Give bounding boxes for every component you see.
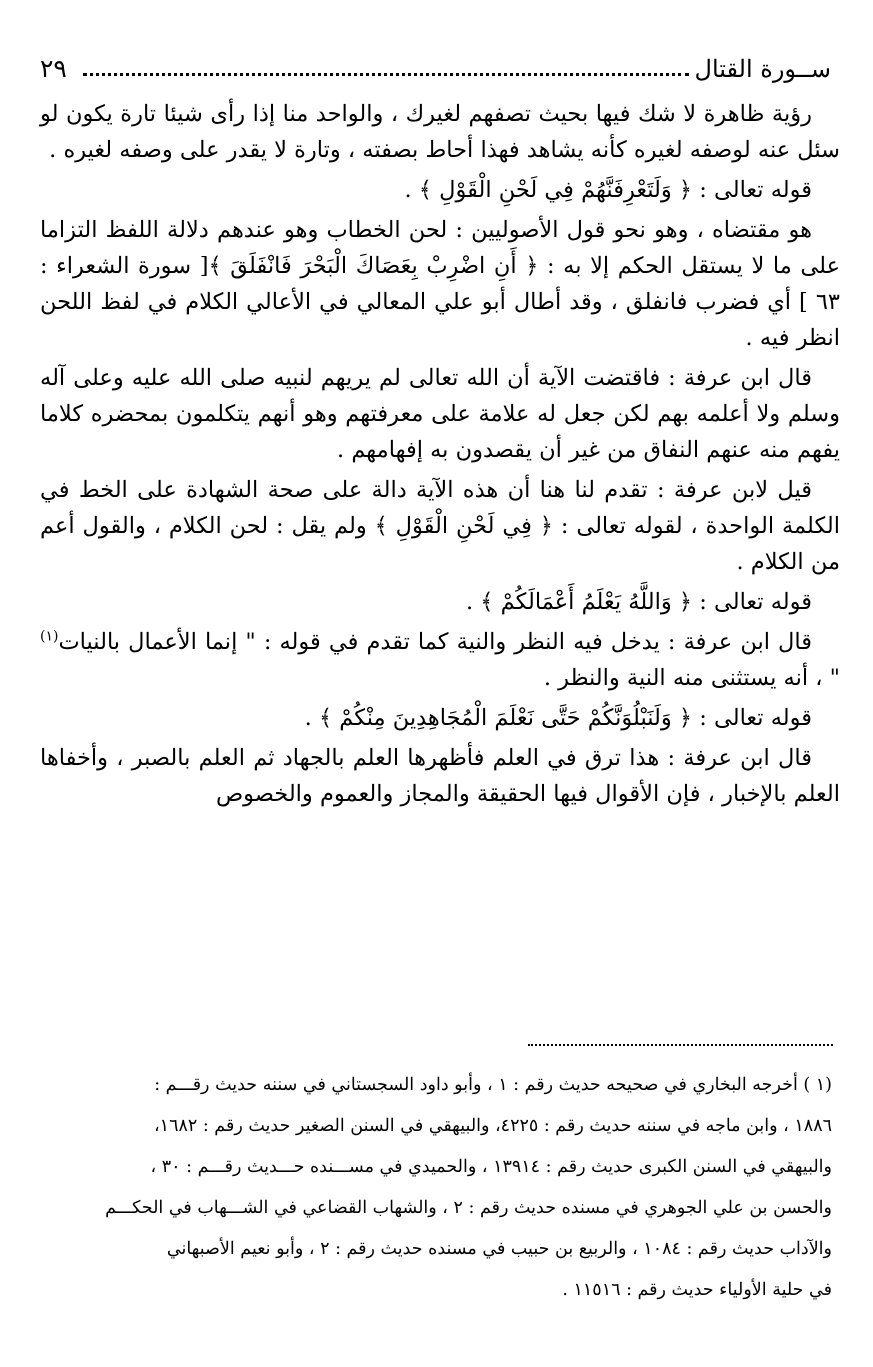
footnote-line: والآداب حديث رقم : ١٠٨٤ ، والربيع بن حبيب في مسنده حديث رقم : ٢ ، وأبو نعيم الأصبهاني bbox=[166, 1239, 832, 1259]
running-title: ســورة القتال bbox=[694, 55, 831, 83]
footnote-line: (١ ) أخرجه البخاري في صحيحه حديث رقم : ١ ، وأبو داود السجستاني في سننه حديث رقـــم : bbox=[154, 1075, 832, 1095]
paragraph: رؤية ظاهرة لا شك فيها بحيث تصفهم لغيرك ، والواحد منا إذا رأى شيئا تارة يكون لو سئل عنه لوصفه لغيره كأنه يشاهد فهذا أحاط بصفته ، وتارة لا يقدر على وصفه لغيره . bbox=[40, 101, 840, 163]
paragraph: قيل لابن عرفة : تقدم لنا هنا أن هذه الآية دالة على صحة الشهادة على الخط في الكلمة الواحدة ، لقوله تعالى : ﴿ فِي لَحْنِ الْقَوْلِ ﴾ ولم يقل : لحن الكلام ، والقول أعم من الكلام . bbox=[40, 477, 840, 575]
footnote-separator bbox=[528, 1044, 833, 1046]
paragraph-text: قال ابن عرفة : يدخل فيه النظر والنية كما تقدم في قوله : " إنما الأعمال بالنيات bbox=[58, 629, 812, 655]
paragraph-text: " ، أنه يستثنى منه النية والنظر . bbox=[543, 665, 840, 691]
quran-verse-paragraph: قوله تعالى : ﴿ وَاللَّهُ يَعْلَمُ أَعْمَالَكُمْ ﴾ . bbox=[465, 589, 812, 615]
paragraph: هو مقتضاه ، وهو نحو قول الأصوليين : لحن الخطاب وهو عندهم دلالة اللفظ التزاما على ما لا يستقل الحكم إلا به : ﴿ أَنِ اضْرِبْ بِعَصَاكَ الْبَحْرَ فَانْفَلَقَ ﴾[ سورة الشعراء : ٦٣ ] أي فضرب فانفلق ، وقد أطال أبو علي المعالي في الأعالي الكلام في لفظ اللحن انظر فيه . bbox=[40, 217, 840, 351]
page-header bbox=[40, 46, 831, 86]
main-text bbox=[40, 96, 840, 816]
footnote-line: ١٨٨٦ ، وابن ماجه في سننه حديث رقم : ٤٢٢٥، والبيهقي في السنن الصغير حديث رقم : ١٦٨٢، bbox=[154, 1116, 832, 1136]
paragraph: قال ابن عرفة : هذا ترق في العلم فأظهرها العلم بالجهاد ثم العلم بالصبر ، وأخفاها العلم بالإخبار ، فإن الأقوال فيها الحقيقة والمجاز والعموم والخصوص bbox=[40, 745, 840, 807]
footnote-reference[interactable]: (١) bbox=[40, 628, 59, 645]
footnote-line: في حلية الأولياء حديث رقم : ١١٥١٦ . bbox=[562, 1280, 832, 1300]
paragraph-with-footnote-ref bbox=[40, 624, 840, 696]
quran-verse-paragraph: قوله تعالى : ﴿ وَلَتَعْرِفَنَّهُمْ فِي لَحْنِ الْقَوْلِ ﴾ . bbox=[404, 177, 812, 203]
header-dotted-leader bbox=[83, 73, 689, 76]
footnote-line: والبيهقي في السنن الكبرى حديث رقم : ١٣٩١٤ ، والحميدي في مســـنده حـــديث رقـــم : ٣٠ ، bbox=[150, 1157, 832, 1177]
page-number: ٢٩ bbox=[40, 54, 67, 83]
footnote-line: والحسن بن علي الجوهري في مسنده حديث رقم : ٢ ، والشهاب القضاعي في الشـــهاب في الحكـــم bbox=[105, 1198, 832, 1218]
paragraph: قال ابن عرفة : فاقتضت الآية أن الله تعالى لم يريهم لنبيه صلى الله عليه وعلى آله وسلم ولا أعلمه بهم لكن جعل له علامة على معرفتهم وهو أنهم يتكلمون بمحضره كلاما يفهم منه عنهم النفاق من غير أن يقصدون به إفهامهم . bbox=[40, 365, 840, 463]
quran-verse-paragraph: قوله تعالى : ﴿ وَلَنَبْلُوَنَّكُمْ حَتَّى نَعْلَمَ الْمُجَاهِدِينَ مِنْكُمْ ﴾ . bbox=[304, 705, 812, 731]
footnotes bbox=[40, 1065, 832, 1311]
